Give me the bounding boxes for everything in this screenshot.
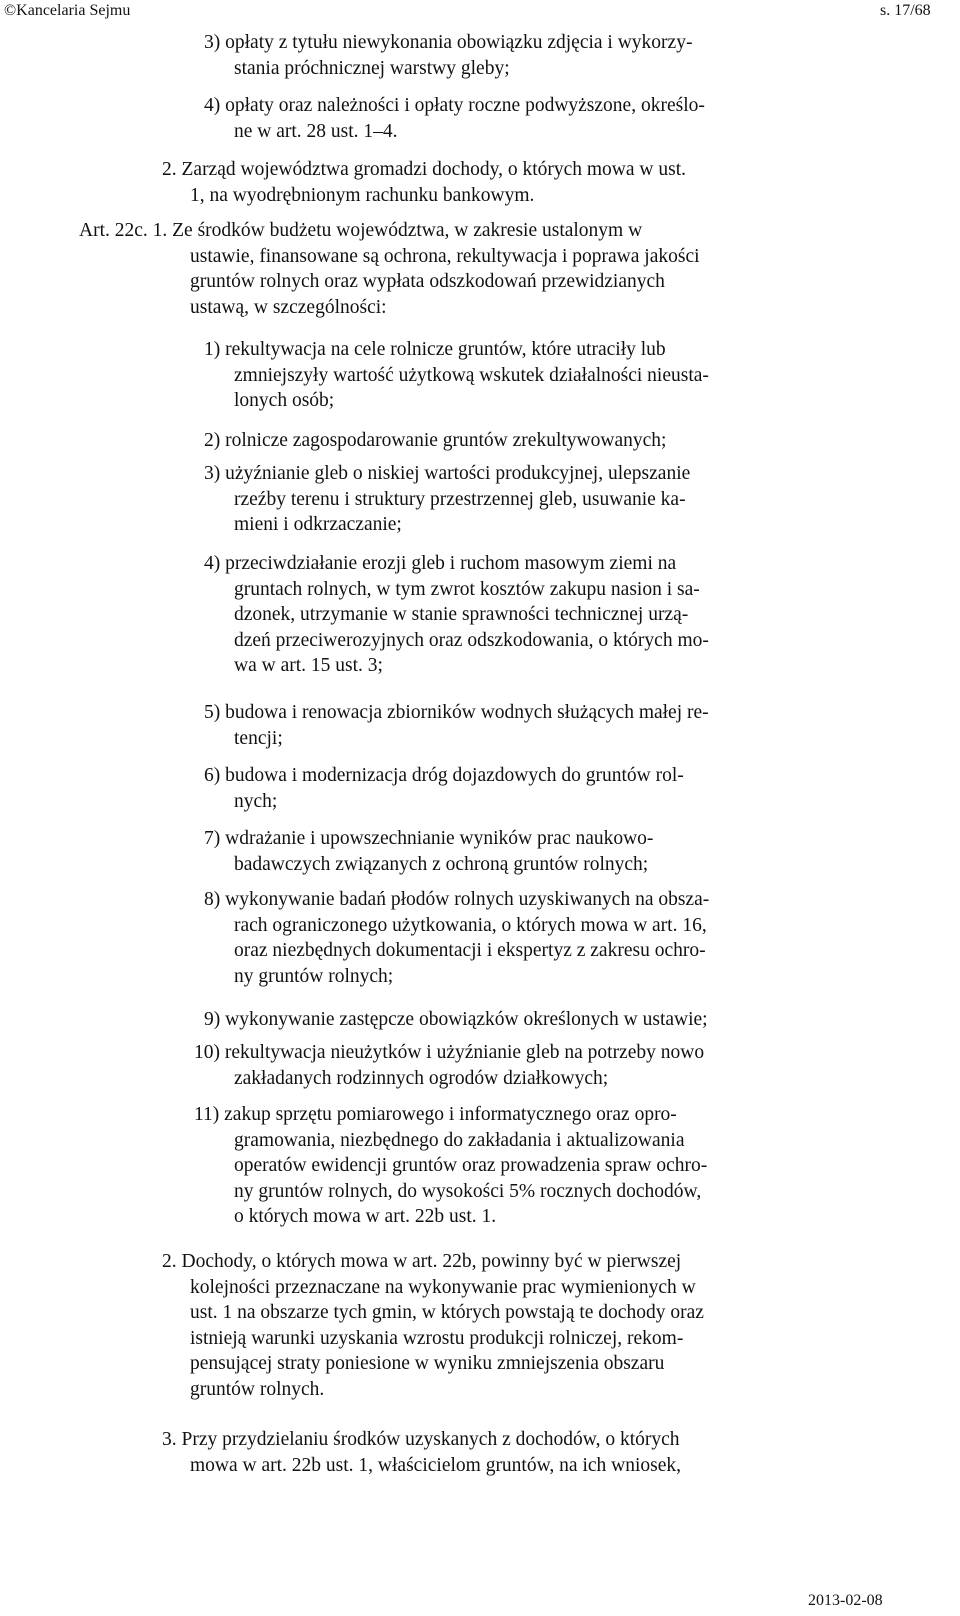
page-footer-date: 2013-02-08: [808, 1592, 883, 1609]
article-item-6: 6) budowa i modernizacja dróg dojazdowych do gruntów rol- nych;: [204, 765, 684, 812]
article-item-4: 4) przeciwdziałanie erozji gleb i ruchom masowym ziemi na gruntach rolnych, w tym zwrot kosztów zakupu nasion i sa- dzonek, utrzymanie w stanie sprawności technicznej urzą- dzeń przeciwerozyjnych oraz odszkodowania, o których mo- wa w art. 15 ust. 3;: [204, 553, 709, 677]
page-header-source: ©Kancelaria Sejmu: [4, 2, 131, 19]
article-22c-ust3: 3. Przy przydzielaniu środków uzyskanych z dochodów, o których mowa w art. 22b ust. 1, właścicielom gruntów, na ich wniosek,: [162, 1429, 682, 1476]
article-item-9: 9) wykonywanie zastępcze obowiązków określonych w ustawie;: [204, 1009, 708, 1030]
top-item-4: 4) opłaty oraz należności i opłaty roczne podwyższone, określo- ne w art. 28 ust. 1–4.: [204, 95, 705, 142]
article-item-1: 1) rekultywacja na cele rolnicze gruntów, które utraciły lub zmniejszyły wartość użytkową wskutek działalności nieusta- lonych osób;: [204, 339, 709, 412]
article-22c-ust2: 2. Dochody, o których mowa w art. 22b, powinny być w pierwszej kolejności przeznaczane na wykonywanie prac wymienionych w ust. 1 na obszarze tych gmin, w których powstają te dochody oraz istnieją warunki uzyskania wzrostu produkcji rolniczej, rekom- pensującej straty poniesione w wyniku zmniejszenia obszaru gruntów rolnych.: [162, 1251, 704, 1400]
page-number: s. 17/68: [880, 2, 931, 19]
top-item-3: 3) opłaty z tytułu niewykonania obowiązku zdjęcia i wykorzy- stania próchnicznej warstwy gleby;: [204, 32, 693, 79]
article-item-7: 7) wdrażanie i upowszechnianie wyników prac naukowo- badawczych związanych z ochroną gruntów rolnych;: [204, 828, 654, 875]
article-item-8: 8) wykonywanie badań płodów rolnych uzyskiwanych na obsza- rach ograniczonego użytkowania, o których mowa w art. 16, oraz niezbędnych dokumentacji i ekspertyz z zakresu ochro- ny gruntów rolnych;: [204, 889, 710, 987]
article-item-11: 11) zakup sprzętu pomiarowego i informatycznego oraz opro- gramowania, niezbędnego do zakładania i aktualizowania operatów ewidencji gruntów oraz prowadzenia spraw ochro- ny gruntów rolnych, do wysokości 5% rocznych dochodów, o których mowa w art. 22b ust. 1.: [194, 1104, 708, 1228]
article-item-3: 3) użyźnianie gleb o niskiej wartości produkcyjnej, ulepszanie rzeźby terenu i struktury przestrzennej gleb, usuwanie ka- mieni i odkrzaczanie;: [204, 463, 691, 536]
article-22c-ust1: Art. 22c. 1. Ze środków budżetu województwa, w zakresie ustalonym w ustawie, finansowane są ochrona, rekultywacja i poprawa jakości gruntów rolnych oraz wypłata odszkodowań przewidzianych ustawą, w szczególności:: [79, 220, 700, 318]
article-item-5: 5) budowa i renowacja zbiorników wodnych służących małej re- tencji;: [204, 702, 709, 749]
article-item-10: 10) rekultywacja nieużytków i użyźnianie gleb na potrzeby nowo zakładanych rodzinnych ogrodów działkowych;: [194, 1042, 705, 1089]
ust2-top: 2. Zarząd województwa gromadzi dochody, o których mowa w ust. 1, na wyodrębnionym rachunku bankowym.: [162, 159, 687, 206]
article-item-2: 2) rolnicze zagospodarowanie gruntów zrekultywowanych;: [204, 430, 667, 451]
